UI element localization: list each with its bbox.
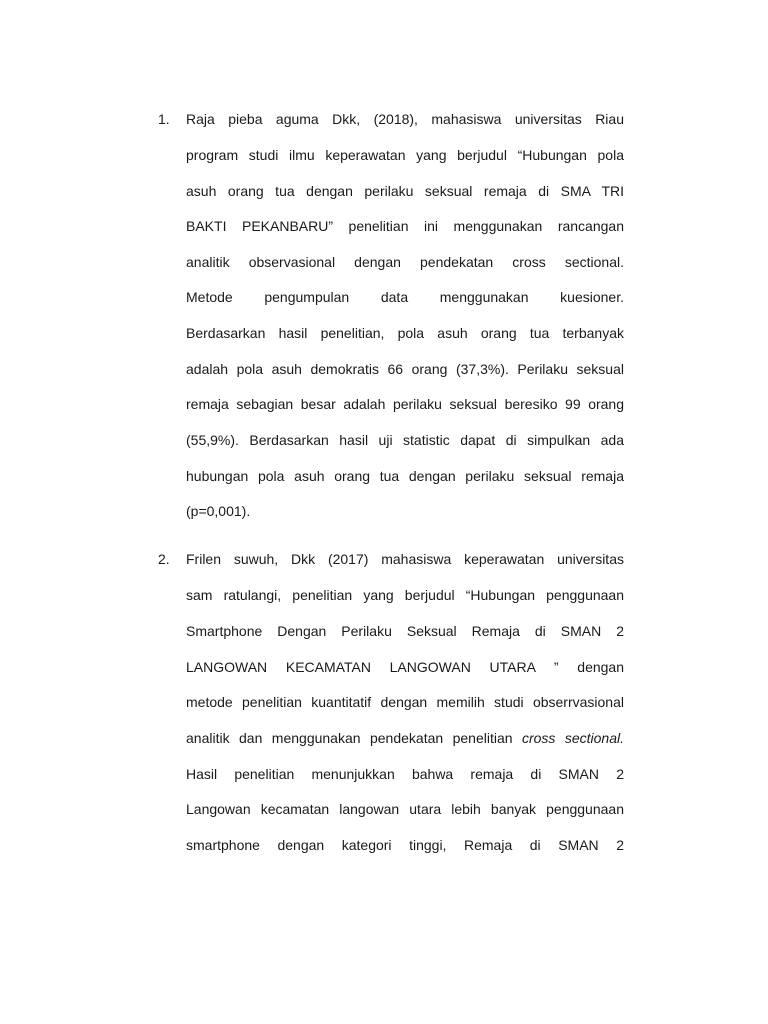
text-line: Frilen suwuh, Dkk (2017) mahasiswa keperawatan universitas: [186, 551, 624, 567]
text-line: Smartphone Dengan Perilaku Seksual Remaja di SMAN 2: [186, 623, 624, 639]
list-number: 2.: [158, 551, 170, 567]
text-line: Raja pieba aguma Dkk, (2018), mahasiswa universitas Riau: [186, 111, 624, 127]
text-line: adalah pola asuh demokratis 66 orang (37,3%). Perilaku seksual: [186, 361, 624, 377]
text-line: BAKTI PEKANBARU” penelitian ini menggunakan rancangan: [186, 218, 624, 234]
text-line-with-italic: [186, 729, 624, 747]
text-line: hubungan pola asuh orang tua dengan perilaku seksual remaja: [186, 468, 624, 484]
text-line: asuh orang tua dengan perilaku seksual remaja di SMA TRI: [186, 183, 624, 199]
text-line: (55,9%). Berdasarkan hasil uji statistic dapat di simpulkan ada: [186, 432, 624, 448]
text-line: LANGOWAN KECAMATAN LANGOWAN UTARA ” dengan: [186, 659, 624, 675]
text-line: metode penelitian kuantitatif dengan memilih studi obserrvasional: [186, 694, 624, 710]
text-line: analitik observasional dengan pendekatan cross sectional.: [186, 254, 624, 270]
text-line: Hasil penelitian menunjukkan bahwa remaja di SMAN 2: [186, 766, 624, 782]
text-line: sam ratulangi, penelitian yang berjudul “Hubungan penggunaan: [186, 587, 624, 603]
text-line: Berdasarkan hasil penelitian, pola asuh orang tua terbanyak: [186, 325, 624, 341]
text-line: Metode pengumpulan data menggunakan kuesioner.: [186, 289, 624, 305]
text-line: (p=0,001).: [186, 503, 251, 519]
text-line: program studi ilmu keperawatan yang berjudul “Hubungan pola: [186, 147, 624, 163]
text-line: Langowan kecamatan langowan utara lebih banyak penggunaan: [186, 801, 624, 817]
list-number: 1.: [158, 111, 170, 127]
italic-phrase: cross sectional.: [521, 730, 624, 746]
text-line: smartphone dengan kategori tinggi, Remaja di SMAN 2: [186, 837, 624, 853]
text-line-part: analitik dan menggunakan pendekatan penelitian: [186, 730, 513, 746]
text-line: remaja sebagian besar adalah perilaku seksual beresiko 99 orang: [186, 396, 624, 412]
